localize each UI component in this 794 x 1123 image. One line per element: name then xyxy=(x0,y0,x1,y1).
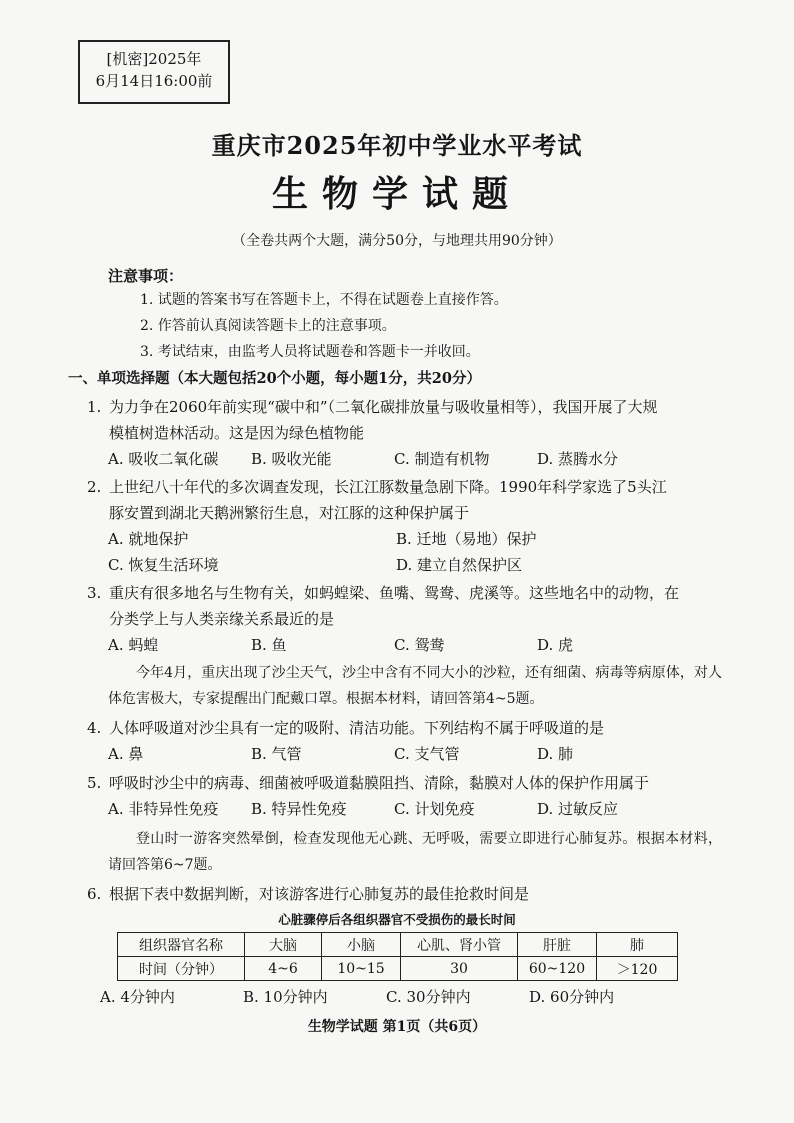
table-cell: 组织器官名称 xyxy=(118,933,245,957)
notice-item: 3. 考试结束，由监考人员将试题卷和答题卡一并收回。 xyxy=(140,344,480,360)
subject-title: 生物学试题 xyxy=(271,173,522,215)
options-q2-row1 xyxy=(108,528,728,549)
option-b: B. 气管 xyxy=(251,745,302,763)
table-cell: 小脑 xyxy=(322,933,401,957)
confidential-stamp xyxy=(78,40,230,104)
question-3 xyxy=(87,580,727,632)
exam-title: 重庆市2025年初中学业水平考试 xyxy=(211,131,583,160)
table-cell: 10~15 xyxy=(322,957,401,981)
question-text: 为力争在2060年前实现“碳中和”（二氧化碳排放量与吸收量相等），我国开展了大规 xyxy=(109,398,658,416)
question-number: 1. xyxy=(87,398,102,416)
section-heading: 一、单项选择题（本大题包括20个小题，每小题1分，共20分） xyxy=(68,370,481,387)
table-cell: ＞120 xyxy=(597,957,678,981)
option-a: A. 鼻 xyxy=(108,745,144,763)
option-d: D. 过敏反应 xyxy=(537,800,619,818)
table-caption: 心脏骤停后各组织器官不受损伤的最长时间 xyxy=(278,912,516,927)
option-d: D. 肺 xyxy=(537,745,574,763)
reading-material-sandstorm: 今年4月，重庆出现了沙尘天气，沙尘中含有不同大小的沙粒，还有细菌、病毒等病原体，对人体危害极大，专家提醒出门配戴口罩。根据本材料，请回答第4~5题。 xyxy=(108,665,722,707)
option-b: B. 10分钟内 xyxy=(243,988,328,1006)
option-a: A. 就地保护 xyxy=(108,530,189,548)
option-c: C. 计划免疫 xyxy=(394,800,475,818)
table-cell: 心肌、肾小管 xyxy=(401,933,518,957)
notice-item: 1. 试题的答案书写在答题卡上，不得在试题卷上直接作答。 xyxy=(140,292,508,308)
table-cell: 时间（分钟） xyxy=(118,957,245,981)
confidential-line-2: 6月14日16:00前 xyxy=(95,72,213,90)
question-number: 5. xyxy=(87,774,102,792)
exam-info: （全卷共两个大题，满分50分，与地理共用90分钟） xyxy=(232,233,562,249)
options-q4 xyxy=(108,743,728,764)
question-number: 2. xyxy=(87,478,102,496)
organ-time-table xyxy=(117,932,678,981)
table-cell: 4~6 xyxy=(245,957,322,981)
option-d: D. 虎 xyxy=(537,636,574,654)
confidential-line-1: [机密]2025年 xyxy=(106,50,202,68)
table-cell: 60~120 xyxy=(518,957,597,981)
option-a: A. 4分钟内 xyxy=(100,988,175,1006)
question-4 xyxy=(87,715,727,741)
option-d: D. 60分钟内 xyxy=(529,988,615,1006)
option-d: D. 蒸腾水分 xyxy=(537,450,619,468)
options-q2-row2 xyxy=(108,554,728,575)
option-a: A. 吸收二氧化碳 xyxy=(108,450,219,468)
question-text-cont: 模植树造林活动。这是因为绿色植物能 xyxy=(109,424,365,442)
option-d: D. 建立自然保护区 xyxy=(396,556,523,574)
option-c: C. 制造有机物 xyxy=(394,450,490,468)
options-q6 xyxy=(100,986,720,1007)
table-cell: 30 xyxy=(401,957,518,981)
question-number: 4. xyxy=(87,719,102,737)
question-text: 上世纪八十年代的多次调查发现，长江江豚数量急剧下降。1990年科学家选了5头江 xyxy=(109,478,667,496)
question-number: 6. xyxy=(87,885,102,903)
question-6 xyxy=(87,881,727,907)
options-q3 xyxy=(108,634,728,655)
table-row xyxy=(118,957,678,981)
notice-item: 2. 作答前认真阅读答题卡上的注意事项。 xyxy=(140,318,396,334)
question-5 xyxy=(87,770,727,796)
question-text: 根据下表中数据判断，对该游客进行心肺复苏的最佳抢救时间是 xyxy=(109,885,530,903)
options-q1 xyxy=(108,448,728,469)
table-cell: 肝脏 xyxy=(518,933,597,957)
option-b: B. 鱼 xyxy=(251,636,287,654)
page-footer: 生物学试题 第1页（共6页） xyxy=(307,1019,487,1035)
option-b: B. 特异性免疫 xyxy=(251,800,347,818)
question-text-cont: 豚安置到湖北天鹅洲繁衍生息，对江豚的这种保护属于 xyxy=(109,504,470,522)
table-header-row xyxy=(118,933,678,957)
table-cell: 肺 xyxy=(597,933,678,957)
option-c: C. 支气管 xyxy=(394,745,460,763)
option-a: A. 非特异性免疫 xyxy=(108,800,219,818)
table-cell: 大脑 xyxy=(245,933,322,957)
options-q5 xyxy=(108,798,728,819)
question-text: 呼吸时沙尘中的病毒、细菌被呼吸道黏膜阻挡、清除，黏膜对人体的保护作用属于 xyxy=(109,774,650,792)
option-c: C. 恢复生活环境 xyxy=(108,556,219,574)
question-text: 重庆有很多地名与生物有关，如蚂蝗梁、鱼嘴、鸳鸯、虎溪等。这些地名中的动物，在 xyxy=(109,584,680,602)
question-1 xyxy=(87,394,727,446)
question-text: 人体呼吸道对沙尘具有一定的吸附、清洁功能。下列结构不属于呼吸道的是 xyxy=(109,719,605,737)
option-c: C. 30分钟内 xyxy=(386,988,471,1006)
notice-title: 注意事项： xyxy=(108,267,184,285)
option-b: B. 迁地（易地）保护 xyxy=(396,530,537,548)
option-a: A. 蚂蝗 xyxy=(108,636,159,654)
reading-material-cpr: 登山时一游客突然晕倒，检查发现他无心跳、无呼吸，需要立即进行心肺复苏。根据本材料，请回答第6~7题。 xyxy=(108,831,722,873)
question-text-cont: 分类学上与人类亲缘关系最近的是 xyxy=(109,610,335,628)
question-2 xyxy=(87,474,727,526)
option-c: C. 鸳鸯 xyxy=(394,636,445,654)
option-b: B. 吸收光能 xyxy=(251,450,332,468)
question-number: 3. xyxy=(87,584,102,602)
